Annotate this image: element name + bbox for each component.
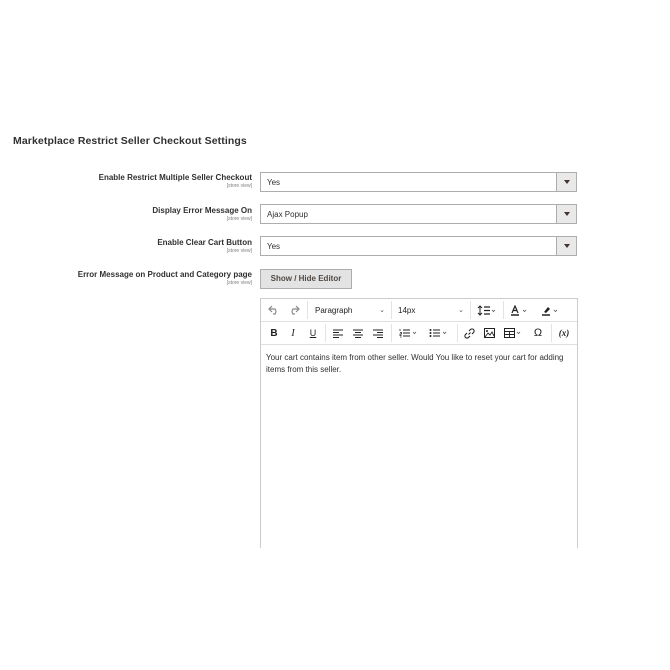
- wysiwyg-editor: [260, 298, 578, 548]
- toolbar-separator: [391, 324, 392, 342]
- select-value: Ajax Popup: [267, 210, 308, 219]
- show-hide-editor-button[interactable]: Show / Hide Editor: [260, 269, 352, 289]
- undo-icon[interactable]: [265, 299, 283, 321]
- font-size-dropdown[interactable]: [394, 299, 468, 321]
- scope-label: [store view]: [226, 248, 252, 254]
- select-value: Yes: [267, 242, 281, 251]
- field-label-wrap: [78, 270, 252, 287]
- dropdown-arrow-icon[interactable]: [556, 237, 576, 255]
- field-label: Enable Clear Cart Button: [157, 238, 252, 247]
- align-right-icon[interactable]: [369, 322, 387, 344]
- scope-label: [store view]: [226, 280, 252, 286]
- align-center-icon[interactable]: [349, 322, 367, 344]
- editor-toolbar-row-2: [261, 322, 577, 345]
- section-title: Marketplace Restrict Seller Checkout Settings: [13, 135, 247, 147]
- bold-icon[interactable]: B: [270, 327, 278, 339]
- scope-label: [store view]: [226, 183, 252, 189]
- restrict-multiple-seller-select[interactable]: [260, 172, 577, 192]
- redo-icon[interactable]: [285, 299, 303, 321]
- toolbar-separator: [391, 301, 392, 319]
- editor-toolbar-row-1: [261, 299, 577, 322]
- link-icon[interactable]: [460, 322, 478, 344]
- field-label-wrap: [152, 206, 252, 223]
- block-format-value: Paragraph: [315, 305, 353, 315]
- table-icon[interactable]: [501, 322, 527, 344]
- chevron-down-icon: ⌄: [379, 307, 385, 314]
- select-value: Yes: [267, 178, 281, 187]
- image-icon[interactable]: [480, 322, 498, 344]
- block-format-dropdown[interactable]: [311, 299, 389, 321]
- toolbar-separator: [470, 301, 471, 319]
- line-height-icon[interactable]: [473, 299, 501, 321]
- toolbar-separator: [551, 324, 552, 342]
- field-label-wrap: [99, 173, 252, 190]
- align-left-icon[interactable]: [329, 322, 347, 344]
- editor-content[interactable]: Your cart contains item from other seller. Would You like to reset your cart for adding items from this seller.: [266, 353, 564, 374]
- chevron-down-icon: ⌄: [458, 307, 464, 314]
- field-label-wrap: [157, 238, 252, 255]
- field-label: Enable Restrict Multiple Seller Checkout: [98, 173, 252, 182]
- dropdown-arrow-icon[interactable]: [556, 205, 576, 223]
- italic-icon[interactable]: I: [291, 327, 295, 339]
- text-color-icon[interactable]: [506, 299, 536, 321]
- toolbar-separator: [307, 301, 308, 319]
- field-label: Display Error Message On: [152, 206, 252, 215]
- toolbar-separator: [325, 324, 326, 342]
- variable-icon[interactable]: (x): [558, 328, 570, 338]
- font-size-value: 14px: [398, 305, 416, 315]
- scope-label: [store view]: [226, 216, 252, 222]
- toolbar-separator: [457, 324, 458, 342]
- numbered-list-icon[interactable]: [395, 322, 423, 344]
- underline-icon[interactable]: U: [309, 328, 317, 338]
- highlight-icon[interactable]: [537, 299, 567, 321]
- enable-clear-cart-select[interactable]: [260, 236, 577, 256]
- dropdown-arrow-icon[interactable]: [556, 173, 576, 191]
- special-character-icon[interactable]: Ω: [533, 327, 543, 339]
- display-error-message-select[interactable]: [260, 204, 577, 224]
- field-label: Error Message on Product and Category page: [77, 270, 252, 279]
- toolbar-separator: [503, 301, 504, 319]
- bullet-list-icon[interactable]: [425, 322, 453, 344]
